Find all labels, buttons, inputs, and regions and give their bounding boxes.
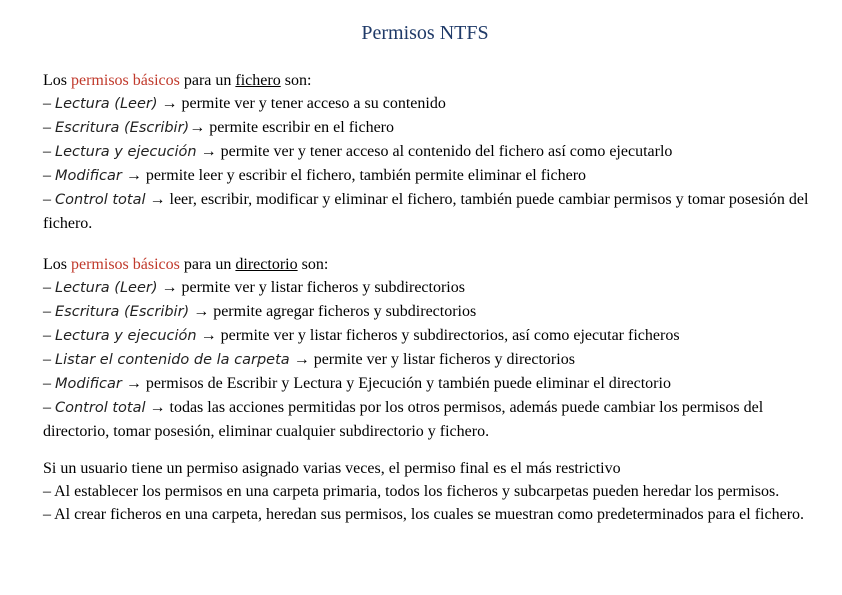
permission-term: Escritura (Escribir) [55,304,190,320]
permission-term: Lectura y ejecución [55,328,197,344]
list-item: – Control total → leer, escribir, modificar y eliminar el fichero, también puede cambiar permisos y tomar posesión del fichero. [43,191,809,232]
list-item: – Listar el contenido de la carpeta → permite ver y listar ficheros y directorios [43,351,575,368]
intro-text: Los [43,72,71,89]
permission-desc: leer, escribir, modificar y eliminar el fichero, también puede cambiar permisos y tomar posesión del fichero. [43,191,809,232]
intro-text: para un [179,256,236,273]
intro-text: Los [43,256,71,273]
permission-desc: permite ver y tener acceso a su contenido [181,95,446,112]
list-item: – Modificar → permite leer y escribir el fichero, también permite eliminar el fichero [43,167,587,184]
intro-text: son: [297,256,329,273]
file-permissions-intro [43,69,813,92]
intro-text: para un [179,72,236,89]
permission-desc: permite ver y listar ficheros y subdirectorios, así como ejecutar ficheros [220,327,680,344]
basic-permissions-highlight: permisos básicos [71,256,180,273]
list-item: – Lectura y ejecución → permite ver y tener acceso al contenido del fichero así como ejecutarlo [43,143,673,160]
permission-desc: permite leer y escribir el fichero, también permite eliminar el fichero [145,167,587,184]
list-item: – Escritura (Escribir)→ permite escribir en el fichero [43,119,394,136]
permission-term: Lectura (Leer) [55,96,158,112]
list-item: – Control total → todas las acciones permitidas por los otros permisos, además puede cambiar los permisos del directorio, tomar posesión, eliminar cualquier subdirectorio y fichero. [43,399,764,440]
page-title: Permisos NTFS [361,22,489,44]
list-item: – Modificar → permisos de Escribir y Lectura y Ejecución y también puede eliminar el directorio [43,375,671,392]
permission-desc: permite ver y listar ficheros y directorios [313,351,575,368]
file-permissions-section [43,69,813,235]
permission-desc: permisos de Escribir y Lectura y Ejecución y también puede eliminar el directorio [145,375,671,392]
list-item: – Escritura (Escribir) → permite agregar ficheros y subdirectorios [43,303,477,320]
directory-term: directorio [235,256,298,273]
file-term: fichero [235,72,281,89]
inheritance-notes [43,457,813,526]
permission-term: Control total [55,192,146,208]
permission-desc: permite escribir en el fichero [209,119,394,136]
list-item: – Lectura (Leer) → permite ver y listar ficheros y subdirectorios [43,279,465,296]
permission-term: Lectura y ejecución [55,144,197,160]
permission-term: Modificar [55,168,122,184]
permission-term: Escritura (Escribir) [55,120,190,136]
note-paragraph: – Al establecer los permisos en una carpeta primaria, todos los ficheros y subcarpetas pueden heredar los permisos. [43,483,780,500]
note-paragraph: Si un usuario tiene un permiso asignado varias veces, el permiso final es el más restrictivo [43,460,621,477]
intro-text: son: [280,72,312,89]
permission-desc: permite ver y listar ficheros y subdirectorios [181,279,465,296]
list-item: – Lectura (Leer) → permite ver y tener acceso a su contenido [43,95,446,112]
permission-term: Modificar [55,376,122,392]
permission-desc: todas las acciones permitidas por los otros permisos, además puede cambiar los permisos del directorio, tomar posesión, eliminar cualquier subdirectorio y fichero. [43,399,764,440]
permission-term: Control total [55,400,146,416]
permission-term: Listar el contenido de la carpeta [55,352,290,368]
directory-permissions-section [43,253,813,443]
directory-permissions-intro [43,253,813,276]
permission-desc: permite agregar ficheros y subdirectorios [213,303,477,320]
list-item: – Lectura y ejecución → permite ver y listar ficheros y subdirectorios, así como ejecutar ficheros [43,327,680,344]
permission-term: Lectura (Leer) [55,280,158,296]
basic-permissions-highlight: permisos básicos [71,72,180,89]
note-paragraph: – Al crear ficheros en una carpeta, heredan sus permisos, los cuales se muestran como predeterminados para el fichero. [43,506,805,523]
permission-desc: permite ver y tener acceso al contenido del fichero así como ejecutarlo [220,143,673,160]
